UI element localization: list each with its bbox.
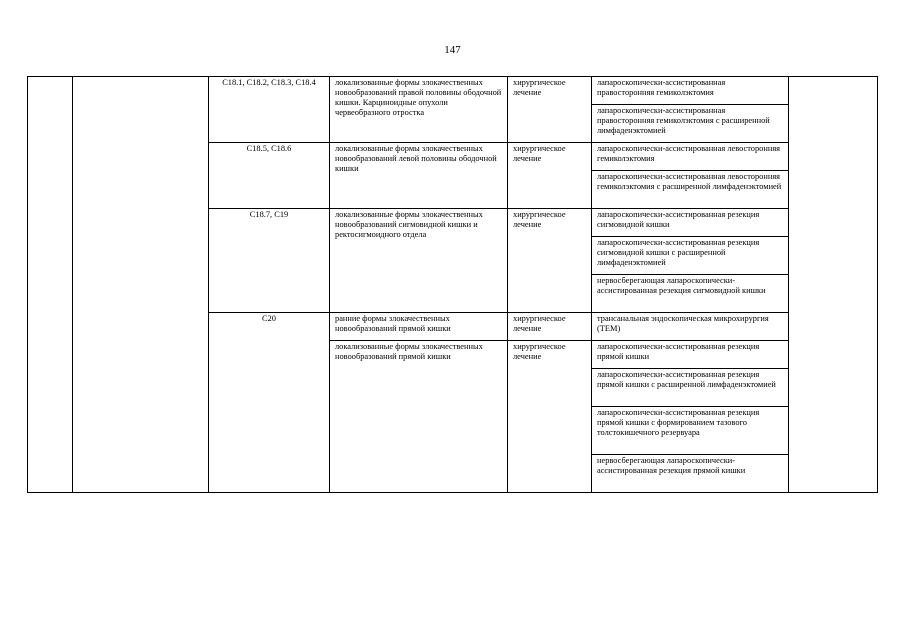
icd-code-cell: C18.7, C19 — [209, 209, 330, 313]
patient-model-cell: локализованные формы злокачественных новообразований сигмовидной кишки и ректосигмоидного отдела — [330, 209, 508, 313]
patient-model-cell: локализованные формы злокачественных новообразований прямой кишки — [330, 341, 508, 493]
treatment-type-cell: хирургическое лечение — [508, 209, 592, 313]
empty-column-2 — [73, 77, 209, 493]
treatment-type-cell: хирургическое лечение — [508, 77, 592, 143]
procedure-cell: лапароскопически-ассистированная правосторонняя гемиколэктомия с расширенной лимфаденэктомией — [592, 105, 789, 143]
patient-model-cell: локализованные формы злокачественных новообразований правой половины ободочной кишки. Карциноидные опухоли червеобразного отростка — [330, 77, 508, 143]
procedure-cell: лапароскопически-ассистированная правосторонняя гемиколэктомия — [592, 77, 789, 105]
icd-code-cell: C18.5, C18.6 — [209, 143, 330, 209]
empty-column-1 — [28, 77, 73, 493]
treatment-type-cell: хирургическое лечение — [508, 313, 592, 341]
procedure-cell: трансанальная эндоскопическая микрохирургия (ТЕМ) — [592, 313, 789, 341]
procedure-cell: лапароскопически-ассистированная резекция прямой кишки — [592, 341, 789, 369]
procedure-cell: лапароскопически-ассистированная резекция сигмовидной кишки — [592, 209, 789, 237]
page-number: 147 — [444, 44, 461, 56]
procedure-cell: лапароскопически-ассистированная резекция сигмовидной кишки с расширенной лимфаденэктомией — [592, 237, 789, 275]
procedure-cell: лапароскопически-ассистированная резекция прямой кишки с формированием тазового толстокишечного резервуара — [592, 407, 789, 455]
procedures-table — [27, 76, 878, 493]
patient-model-cell: ранние формы злокачественных новообразований прямой кишки — [330, 313, 508, 341]
procedure-cell: лапароскопически-ассистированная резекция прямой кишки с расширенной лимфаденэктомией — [592, 369, 789, 407]
procedure-cell: лапароскопически-ассистированная левосторонняя гемиколэктомия — [592, 143, 789, 171]
procedure-cell: нервосберегающая лапароскопически-ассистированная резекция сигмовидной кишки — [592, 275, 789, 313]
treatment-type-cell: хирургическое лечение — [508, 341, 592, 493]
patient-model-cell: локализованные формы злокачественных новообразований левой половины ободочной кишки — [330, 143, 508, 209]
procedure-cell: нервосберегающая лапароскопически-ассистированная резекция прямой кишки — [592, 455, 789, 493]
icd-code-cell: C20 — [209, 313, 330, 493]
procedure-cell: лапароскопически-ассистированная левосторонняя гемиколэктомия с расширенной лимфаденэктомией — [592, 171, 789, 209]
icd-code-cell: C18.1, C18.2, C18.3, C18.4 — [209, 77, 330, 143]
empty-column-7 — [789, 77, 878, 493]
table-row — [28, 77, 878, 105]
treatment-type-cell: хирургическое лечение — [508, 143, 592, 209]
